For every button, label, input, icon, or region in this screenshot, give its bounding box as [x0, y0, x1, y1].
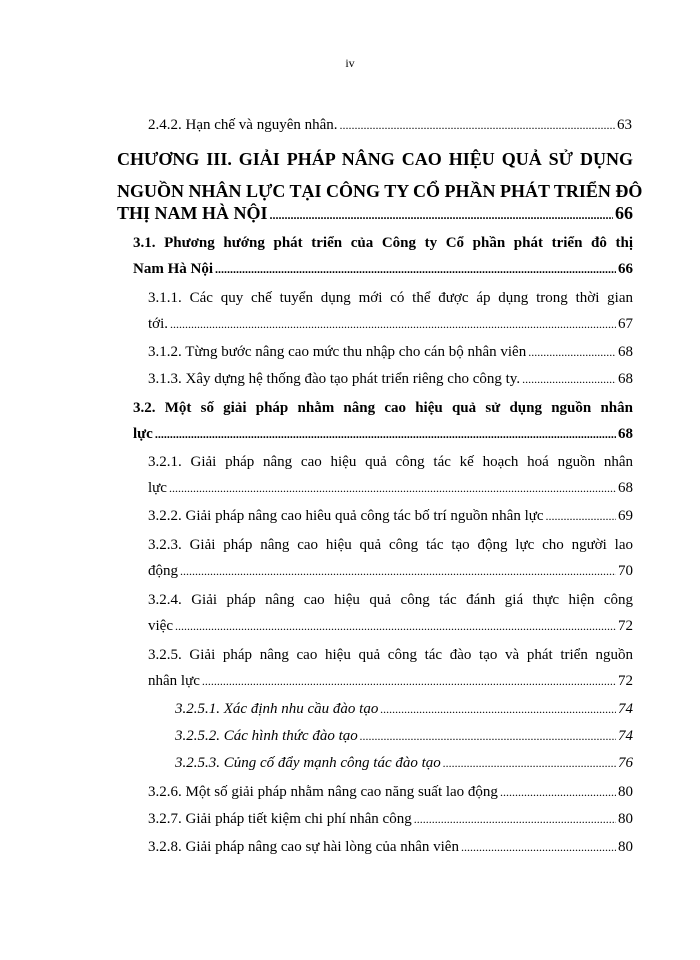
toc-entry-3-1-line-1: 3.1. Phương hướng phát triển của Công ty Cổ phần phát triển đô thị	[133, 235, 633, 251]
dot-leader	[522, 368, 616, 390]
toc-entry-title: 3.1.2. Từng bước nâng cao mức thu nhập cho cán bộ nhân viên	[148, 344, 527, 360]
toc-entry-3-2-6	[148, 781, 633, 803]
dot-leader	[461, 836, 616, 858]
chapter-3-title-line-2: NGUỒN NHÂN LỰC TẠI CÔNG TY CỔ PHẦN PHÁT TRIỂN ĐÔ	[117, 181, 643, 201]
dot-leader	[169, 477, 616, 499]
toc-entry-3-2-4	[148, 615, 633, 637]
toc-entry-page: 68	[618, 480, 633, 496]
toc-entry-page: 80	[618, 784, 633, 800]
dot-leader	[443, 752, 616, 774]
toc-entry-title: việc	[148, 618, 173, 634]
toc-entry-3-2-1-line-1: 3.2.1. Giải pháp nâng cao hiệu quả công tác kế hoạch hoá nguồn nhân	[148, 454, 633, 470]
toc-entry-page: 66	[618, 261, 633, 277]
toc-entry-title: THỊ NAM HÀ NỘI	[117, 203, 268, 223]
toc-entry-page: 69	[618, 508, 633, 524]
dot-leader	[180, 560, 616, 582]
toc-entry-title: động	[148, 563, 178, 579]
toc-entry-3-2-7	[148, 808, 633, 830]
toc-entry-title: nhân lực	[148, 673, 200, 689]
toc-entry-3-2-4-line-1: 3.2.4. Giải pháp nâng cao hiệu quả công tác đánh giá thực hiện công	[148, 592, 633, 608]
dot-leader	[546, 505, 616, 527]
toc-entry-title: 3.2.5.2. Các hình thức đào tạo	[175, 728, 358, 744]
dot-leader	[414, 808, 616, 830]
dot-leader	[202, 670, 616, 692]
toc-entry-title: lực	[148, 480, 167, 496]
toc-entry-page: 80	[618, 811, 633, 827]
dot-leader	[170, 313, 616, 335]
toc-entry-page: 63	[617, 117, 632, 133]
toc-entry-title: 3.2.2. Giải pháp nâng cao hiêu quả công tác bố trí nguồn nhân lực	[148, 508, 544, 524]
toc-entry-page: 72	[618, 618, 633, 634]
toc-entry-page: 68	[618, 344, 633, 360]
toc-entry-page: 72	[618, 673, 633, 689]
dot-leader	[380, 698, 616, 720]
toc-entry-page: 68	[618, 371, 633, 387]
toc-entry-title: lực	[133, 426, 153, 442]
toc-entry-3-2-8	[148, 836, 633, 858]
toc-entry-3-2-1	[148, 477, 633, 499]
toc-entry-3-2-5-3	[175, 752, 633, 774]
toc-entry-page: 76	[618, 755, 633, 771]
toc-entry-page: 80	[618, 839, 633, 855]
toc-entry-2-4-2	[148, 114, 632, 136]
toc-entry-3-1-1	[148, 313, 633, 335]
toc-entry-chapter-3	[117, 200, 633, 226]
dot-leader	[270, 202, 613, 228]
dot-leader	[500, 781, 616, 803]
dot-leader	[175, 615, 616, 637]
page-number: iv	[345, 56, 355, 70]
dot-leader	[215, 258, 616, 280]
toc-entry-title: 3.2.5.3. Củng cố đẩy mạnh công tác đào tạo	[175, 755, 441, 771]
toc-entry-page: 68	[618, 426, 633, 442]
dot-leader	[340, 114, 615, 136]
toc-entry-3-2-3	[148, 560, 633, 582]
toc-entry-3-2-2	[148, 505, 633, 527]
toc-entry-3-1-3	[148, 368, 633, 390]
toc-entry-title: 3.2.6. Một số giải pháp nhằm nâng cao năng suất lao động	[148, 784, 498, 800]
toc-entry-page: 66	[615, 203, 633, 223]
toc-entry-3-2-5-line-1: 3.2.5. Giải pháp nâng cao hiệu quả công tác đào tạo và phát triển nguồn	[148, 647, 633, 663]
toc-entry-page: 70	[618, 563, 633, 579]
toc-entry-3-1-1-line-1: 3.1.1. Các quy chế tuyển dụng mới có thể được áp dụng trong thời gian	[148, 290, 633, 306]
toc-entry-3-2-3-line-1: 3.2.3. Giải pháp nâng cao hiệu quả công tác tạo động lực cho người lao	[148, 537, 633, 553]
toc-entry-title: 2.4.2. Hạn chế và nguyên nhân.	[148, 117, 338, 133]
toc-entry-page: 74	[618, 728, 633, 744]
toc-entry-3-2-5	[148, 670, 633, 692]
toc-entry-title: 3.1.3. Xây dựng hệ thống đào tạo phát triển riêng cho công ty.	[148, 371, 521, 387]
chapter-3-title-line-1: CHƯƠNG III. GIẢI PHÁP NÂNG CAO HIỆU QUẢ SỬ DỤNG	[117, 149, 633, 169]
toc-entry-title: 3.2.8. Giải pháp nâng cao sự hài lòng của nhân viên	[148, 839, 459, 855]
toc-entry-3-2-line-1: 3.2. Một số giải pháp nhằm nâng cao hiệu quả sử dụng nguồn nhân	[133, 400, 633, 416]
toc-entry-page: 67	[618, 316, 633, 332]
toc-entry-3-1-2	[148, 341, 633, 363]
toc-entry-title: 3.2.5.1. Xác định nhu cầu đào tạo	[175, 701, 379, 717]
toc-entry-title: tới.	[148, 316, 169, 332]
dot-leader	[528, 341, 616, 363]
toc-entry-title: 3.2.7. Giải pháp tiết kiệm chi phí nhân công	[148, 811, 412, 827]
toc-entry-3-1	[133, 258, 633, 280]
toc-entry-title: Nam Hà Nội	[133, 261, 213, 277]
dot-leader	[360, 725, 616, 747]
toc-entry-page: 74	[618, 701, 633, 717]
toc-entry-3-2-5-1	[175, 698, 633, 720]
toc-entry-3-2	[133, 423, 633, 445]
dot-leader	[155, 423, 616, 445]
toc-entry-3-2-5-2	[175, 725, 633, 747]
